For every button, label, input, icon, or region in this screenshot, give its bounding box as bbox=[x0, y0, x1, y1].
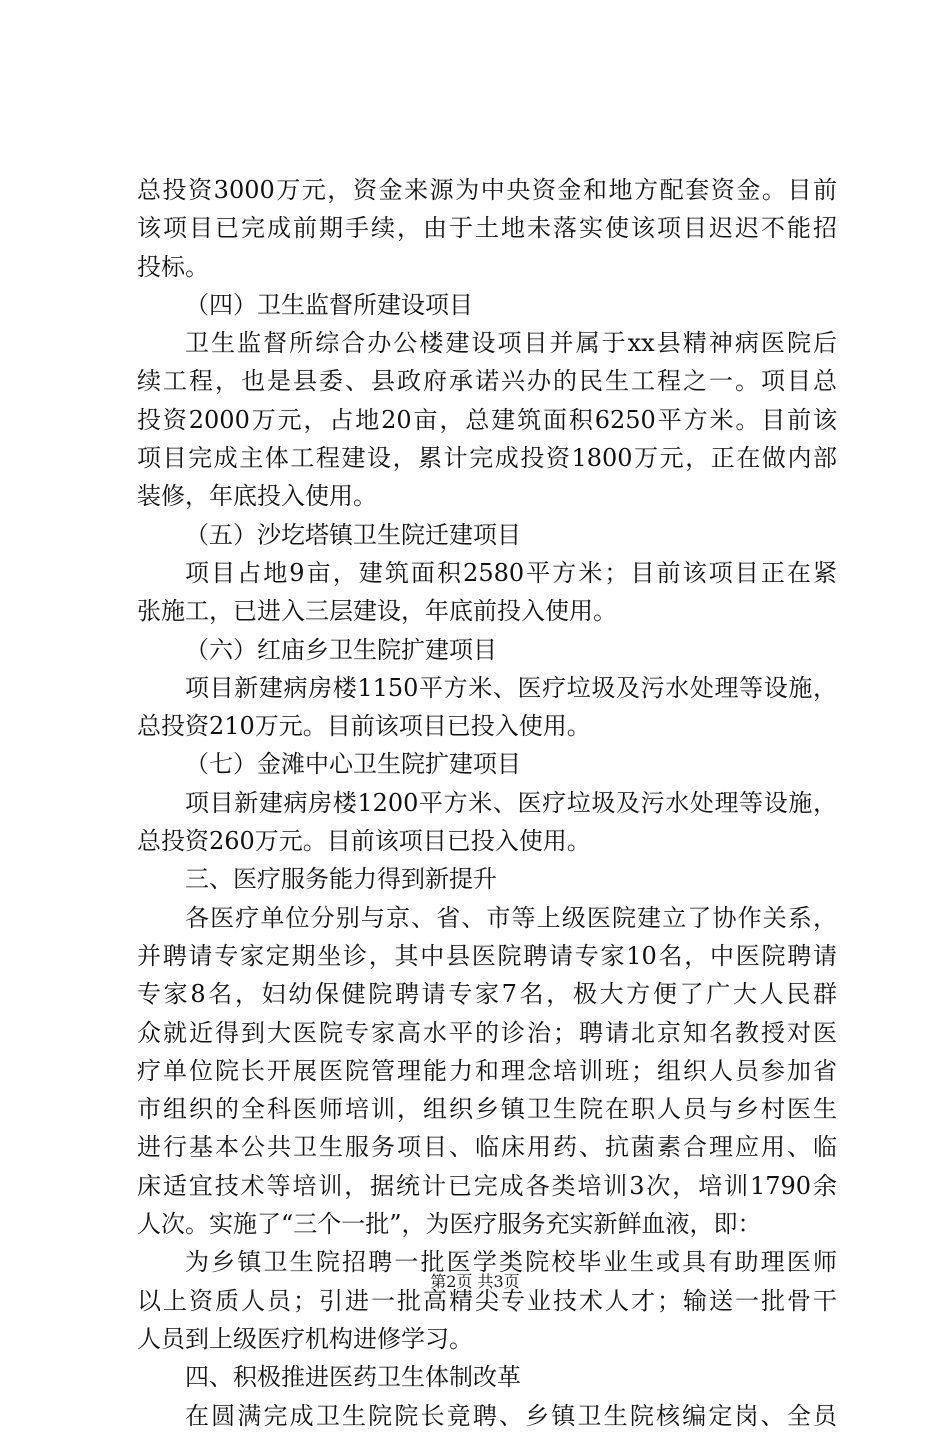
text-line: 项目占地9亩，建筑面积2580平方米；目前该项目正在紧 bbox=[185, 558, 837, 587]
text-line: 投资2000万元，占地20亩，总建筑面积6250平方米。目前该 bbox=[137, 405, 837, 434]
text-line: 并聘请专家定期坐诊，其中县医院聘请专家10名，中医院聘请 bbox=[137, 941, 837, 970]
text-line: 以上资质人员；引进一批高精尖专业技术人才；输送一批骨干 bbox=[137, 1286, 837, 1315]
text-line: 进行基本公共卫生服务项目、临床用药、抗菌素合理应用、临 bbox=[137, 1133, 837, 1162]
text-line: 总投资210万元。目前该项目已投入使用。 bbox=[137, 712, 591, 741]
text-line: 人次。实施了“三个一批”，为医疗服务充实新鲜血液，即： bbox=[137, 1210, 762, 1239]
text-line: 续工程，也是县委、县政府承诺兴办的民生工程之一。项目总 bbox=[137, 367, 837, 396]
text-line: 人员到上级医疗机构进修学习。 bbox=[137, 1324, 473, 1353]
page-number-footer: 第2页 共3页 bbox=[430, 1272, 520, 1291]
text-line: 在圆满完成卫生院院长竟聘、乡镇卫生院核编定岗、全员 bbox=[185, 1401, 837, 1430]
text-line: 张施工，已进入三层建设，年底前投入使用。 bbox=[137, 597, 617, 626]
text-line: 总投资3000万元，资金来源为中央资金和地方配套资金。目前 bbox=[137, 176, 837, 204]
text-line: 卫生监督所综合办公楼建设项目并属于xx县精神病医院后 bbox=[185, 329, 837, 358]
section-heading: （四）卫生监督所建设项目 bbox=[185, 290, 473, 319]
section-heading: （七）金滩中心卫生院扩建项目 bbox=[185, 750, 521, 779]
section-heading: （六）红庙乡卫生院扩建项目 bbox=[185, 635, 497, 664]
text-line: 项目新建病房楼1200平方米、医疗垃圾及污水处理等设施， bbox=[185, 788, 837, 817]
section-heading: 三、医疗服务能力得到新提升 bbox=[185, 865, 497, 894]
text-line: 各医疗单位分别与京、省、市等上级医院建立了协作关系， bbox=[185, 903, 837, 932]
text-line: 市组织的全科医师培训，组织乡镇卫生院在职人员与乡村医生 bbox=[137, 1095, 837, 1124]
text-line: 项目新建病房楼1150平方米、医疗垃圾及污水处理等设施， bbox=[185, 673, 837, 702]
text-line: 该项目已完成前期手续，由于土地未落实使该项目迟迟不能招 bbox=[137, 214, 837, 243]
text-line: 众就近得到大医院专家高水平的诊治；聘请北京知名教授对医 bbox=[137, 1018, 837, 1047]
text-line: 为乡镇卫生院招聘一批医学类院校毕业生或具有助理医师 bbox=[185, 1248, 837, 1277]
text-line: 投标。 bbox=[137, 252, 209, 281]
text-line: 总投资260万元。目前该项目已投入使用。 bbox=[137, 827, 591, 856]
section-heading: （五）沙圪塔镇卫生院迁建项目 bbox=[185, 520, 521, 549]
text-line: 装修，年底投入使用。 bbox=[137, 482, 377, 511]
text-line: 项目完成主体工程建设，累计完成投资1800万元，正在做内部 bbox=[137, 444, 837, 473]
text-line: 床适宜技术等培训，据统计已完成各类培训3次，培训1790余 bbox=[137, 1171, 837, 1200]
section-heading: 四、积极推进医药卫生体制改革 bbox=[185, 1363, 521, 1392]
document-body bbox=[137, 171, 837, 1435]
text-line: 疗单位院长开展医院管理能力和理念培训班；组织人员参加省 bbox=[137, 1056, 837, 1085]
text-line: 专家8名，妇幼保健院聘请专家7名，极大方便了广大人民群 bbox=[137, 980, 837, 1009]
